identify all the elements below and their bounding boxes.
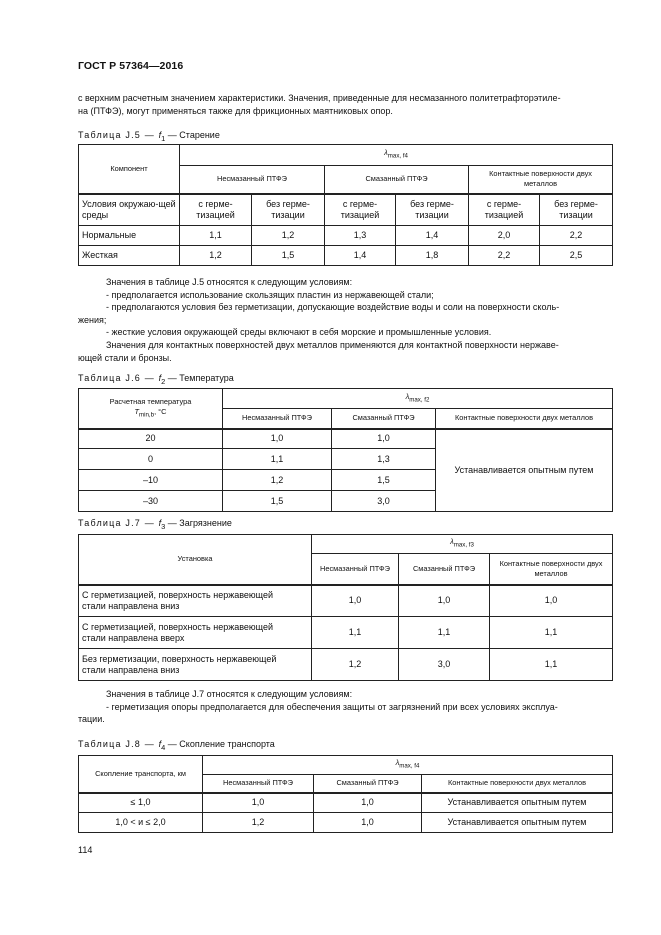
table-j6-header-lambda: $\lambda_{max, f2}$ — [223, 389, 613, 409]
table-cell: 20 — [79, 429, 223, 449]
table-row — [79, 793, 613, 813]
table-cell: 1,0 — [203, 793, 314, 813]
table-cell: 1,0 — [399, 585, 490, 617]
table-cell: 3,0 — [332, 491, 436, 512]
table-cell: 1,2 — [312, 649, 399, 681]
table-cell: 1,0 — [223, 429, 332, 449]
table-cell: 1,1 — [399, 617, 490, 649]
table-cell: 1,0 — [490, 585, 613, 617]
table-cell: 1,0 — [332, 429, 436, 449]
table-j5-subheader: без гермe-тизации — [252, 194, 325, 226]
table-j5-group: Контактные поверхности двух металлов — [469, 166, 613, 194]
table-j5-header-component: Компонент — [79, 145, 180, 194]
table-cell: 2,0 — [469, 226, 540, 246]
table-cell: 2,2 — [469, 246, 540, 266]
table-j6-group: Контактные поверхности двух металлов — [436, 409, 613, 429]
table-j5-subheader: без гермe-тизации — [396, 194, 469, 226]
table-j6-group: Несмазанный ПТФЭ — [223, 409, 332, 429]
table-cell: Устанавливается опытным путем — [422, 793, 613, 813]
table-row — [79, 649, 613, 681]
table-cell: 1,1 — [490, 649, 613, 681]
table-j6-header-temperature: Расчетная температура $T_{min,b}$, °C — [79, 389, 223, 429]
table-cell: 1,0 — [314, 793, 422, 813]
table-j5-subheader: без гермe-тизации — [540, 194, 613, 226]
table-j5-subheader: с гермe-тизацией — [180, 194, 252, 226]
table-cell: 1,5 — [252, 246, 325, 266]
table-row — [79, 429, 613, 449]
table-cell: 1,8 — [396, 246, 469, 266]
table-cell: 1,4 — [325, 246, 396, 266]
table-cell: 1,3 — [332, 449, 436, 470]
table-row — [79, 585, 613, 617]
table-cell: Без герметизации, поверхность нержавеющей стали направлена вниз — [79, 649, 312, 681]
table-cell: ≤ 1,0 — [79, 793, 203, 813]
table-cell: 1,2 — [223, 470, 332, 491]
table-j7-group: Контактные поверхности двух металлов — [490, 554, 613, 585]
table-j5-caption: Таблица J.5 — $f_1$ — Старение — [78, 130, 220, 143]
table-j8-header-traffic: Скопление транспорта, км — [79, 756, 203, 793]
table-cell: 1,0 — [312, 585, 399, 617]
table-row — [79, 617, 613, 649]
table-cell: 1,2 — [203, 813, 314, 833]
page-number: 114 — [78, 845, 93, 855]
table-cell: 1,0 < и ≤ 2,0 — [79, 813, 203, 833]
table-cell: 1,1 — [312, 617, 399, 649]
table-j7-group: Несмазанный ПТФЭ — [312, 554, 399, 585]
table-j7-header-install: Установка — [79, 535, 312, 585]
table-cell: 1,4 — [396, 226, 469, 246]
table-cell: 1,2 — [180, 246, 252, 266]
table-cell: С герметизацией, поверхность нержавеющей стали направлена вниз — [79, 585, 312, 617]
table-cell: 1,0 — [314, 813, 422, 833]
table-cell: 2,5 — [540, 246, 613, 266]
table-j8-group: Смазанный ПТФЭ — [314, 775, 422, 793]
intro-paragraph: с верхним расчетным значением характеристики. Значения, приведенные для несмазанного политетрафторэтиле- на (ПТФЭ), могут применяться также для фрикционных маятниковых опор. — [78, 93, 561, 116]
table-cell: 1,5 — [223, 491, 332, 512]
table-cell: 1,1 — [490, 617, 613, 649]
table-cell: 2,2 — [540, 226, 613, 246]
table-row — [79, 813, 613, 833]
table-cell: 1,1 — [180, 226, 252, 246]
table-cell: Устанавливается опытным путем — [422, 813, 613, 833]
table-cell: С герметизацией, поверхность нержавеющей стали направлена вверх — [79, 617, 312, 649]
table-j8-caption: Таблица J.8 — $f_4$ — Скопление транспорта — [78, 739, 275, 752]
table-cell: 3,0 — [399, 649, 490, 681]
table-j7-caption: Таблица J.7 — $f_3$ — Загрязнение — [78, 518, 232, 531]
table-cell: 0 — [79, 449, 223, 470]
table-j5-row-header: Условия окружаю-щей среды — [79, 194, 180, 226]
table-j5-group: Смазанный ПТФЭ — [325, 166, 469, 194]
table-cell: Жесткая — [79, 246, 180, 266]
table-j5-subheader: с гермe-тизацией — [469, 194, 540, 226]
table-j7-group: Смазанный ПТФЭ — [399, 554, 490, 585]
table-j7-header-lambda: $\lambda_{max, f3}$ — [312, 535, 613, 554]
table-cell: 1,5 — [332, 470, 436, 491]
table-j5-header-lambda: $\lambda_{max, f4}$ — [180, 145, 613, 166]
table-j7-notes: Значения в таблице J.7 относятся к следующим условиям: - герметизация опоры предполагается для обеспечения защиты от загрязнений при всех условиях эксплуа- тации. — [78, 689, 558, 725]
table-cell: Нормальные — [79, 226, 180, 246]
table-cell: 1,3 — [325, 226, 396, 246]
table-row — [79, 246, 613, 266]
table-cell: –10 — [79, 470, 223, 491]
table-j8-group: Контактные поверхности двух металлов — [422, 775, 613, 793]
table-j8-header-lambda: $\lambda_{max, f4}$ — [203, 756, 613, 775]
table-j7 — [78, 534, 613, 681]
table-j6 — [78, 388, 613, 512]
table-j6-group: Смазанный ПТФЭ — [332, 409, 436, 429]
table-j5 — [78, 144, 613, 266]
table-j8-group: Несмазанный ПТФЭ — [203, 775, 314, 793]
table-cell: 1,1 — [223, 449, 332, 470]
table-j8 — [78, 755, 613, 833]
table-row — [79, 226, 613, 246]
table-j5-subheader: с гермe-тизацией — [325, 194, 396, 226]
table-cell: –30 — [79, 491, 223, 512]
table-j5-group: Несмазанный ПТФЭ — [180, 166, 325, 194]
table-j5-notes: Значения в таблице J.5 относятся к следующим условиям: - предполагается использование скользящих пластин из нержавеющей стали; - предполагаются условия без герметизации, допускающие воздействие воды и соли на поверхности сколь- жения; - жесткие условия окружающей среды включают в себя морские и промышленные условия. Значения для контактных поверхностей двух металлов применяются для контактной поверхности нержаве- ющей стали и бронзы. — [78, 277, 560, 363]
table-j6-caption: Таблица J.6 — $f_2$ — Температура — [78, 373, 234, 386]
table-j6-merged-cell: Устанавливается опытным путем — [436, 429, 613, 512]
table-cell: 1,2 — [252, 226, 325, 246]
document-title: ГОСТ Р 57364—2016 — [78, 60, 184, 72]
